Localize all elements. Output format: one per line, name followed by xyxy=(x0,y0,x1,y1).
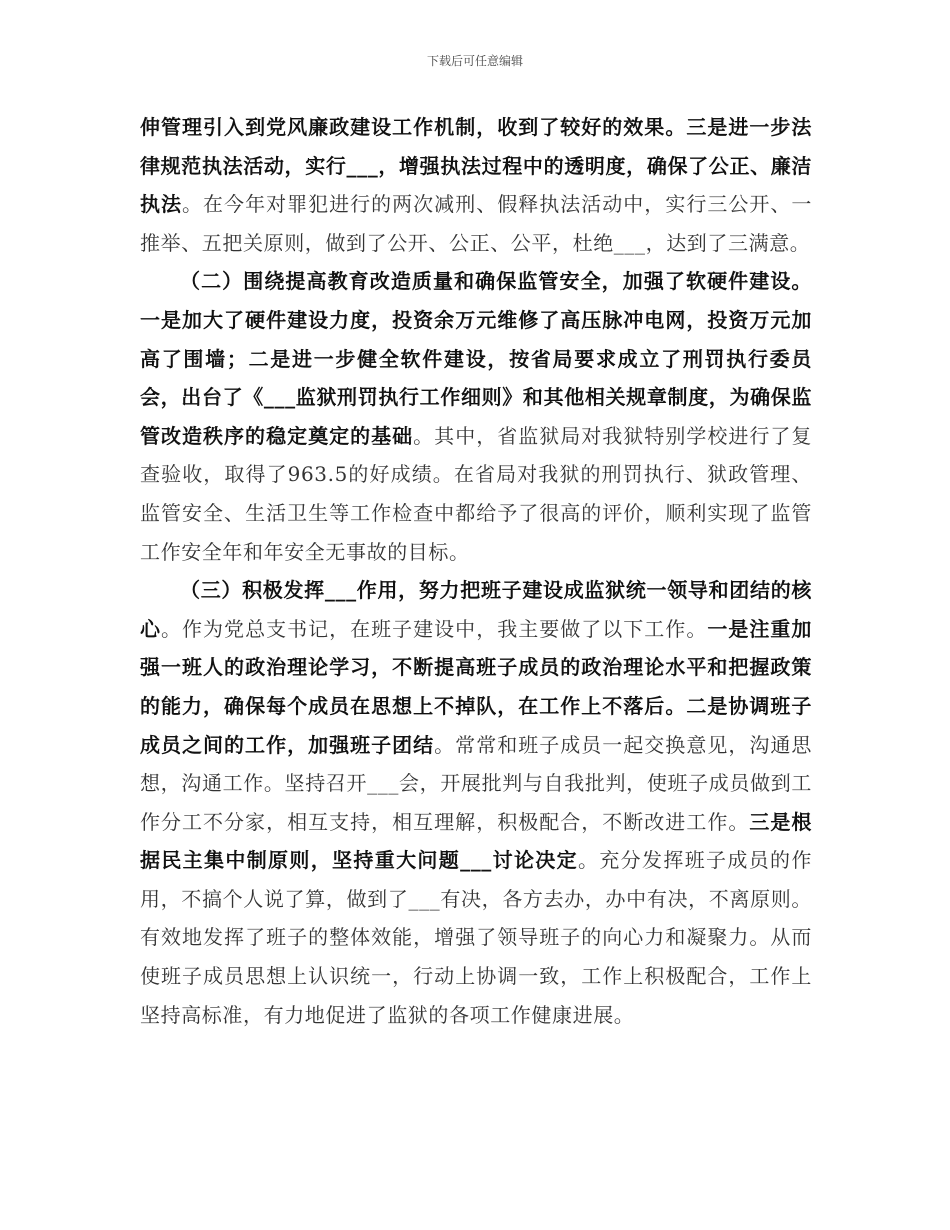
text-run: 。常常和班子成员一起交换意见，沟通思想，沟通工作。坚持召开___会，开展批判与自我批判，使班子成员做到工作分工不分家，相互支持，相互理解，积极配合，不断改进工作。 xyxy=(140,732,812,834)
paragraph-continuation xyxy=(140,108,812,262)
page-header: 下载后可任意编辑 xyxy=(426,54,523,68)
paragraph-section-2 xyxy=(140,262,812,571)
text-run: 。充分发挥班子成员的作用，不搞个人说了算，做到了___有决，各方去办，办中有决，不离原则。有效地发挥了班子的整体效能，增强了领导班子的向心力和凝聚力。从而使班子成员思想上认识统一，行动上协调一致，工作上积极配合，工作上坚持高标准，有力地促进了监狱的各项工作健康进展。 xyxy=(140,848,812,1027)
bold-text-run: 伸管理引入到党风廉政建设工作机制，收到了较好的效果。三是进一步法律规范执法活动，实行___，增强执法过程中的透明度，确保了公正、廉洁执法 xyxy=(140,115,812,217)
text-run: 。其中，省监狱局对我狱特别学校进行了复查验收，取得了963.5的好成绩。在省局对我狱的刑罚执行、狱政管理、监管安全、生活卫生等工作检查中都给予了很高的评价，顺利实现了监管工作安全年和年安全无事故的目标。 xyxy=(140,423,812,564)
bold-text-run: （二）围绕提高教育改造质量和确保监管安全，加强了软硬件建设。一是加大了硬件建设力度，投资余万元维修了高压脉冲电网，投资万元加高了围墙；二是进一步健全软件建设，按省局要求成立了刑罚执行委员会，出台了《___监狱刑罚执行工作细则》和其他相关规章制度，为确保监管改造秩序的稳定奠定的基础 xyxy=(140,269,812,448)
bold-text-run: （三）积极发挥___作用，努力把班子建设成监狱统一领导和团结的核心 xyxy=(140,578,812,641)
bold-text-run: 三是根据民主集中制原则，坚持重大问题___讨论决定 xyxy=(140,809,812,873)
bold-text-run: 一是注重加强一班人的政治理论学习，不断提高班子成员的政治理论水平和把握政策的能力，确保每个成员在思想上不掉队，在工作上不落后。二是协调班子成员之间的工作，加强班子团结 xyxy=(140,616,812,757)
text-run: 。在今年对罪犯进行的两次减刑、假释执法活动中，实行三公开、一推举、五把关原则，做到了公开、公正、公平，杜绝___，达到了三满意。 xyxy=(140,192,813,255)
paragraph-section-3 xyxy=(140,571,812,1034)
document-body xyxy=(140,108,812,1034)
text-run: 。作为党总支书记，在班子建设中，我主要做了以下工作。 xyxy=(161,616,708,641)
